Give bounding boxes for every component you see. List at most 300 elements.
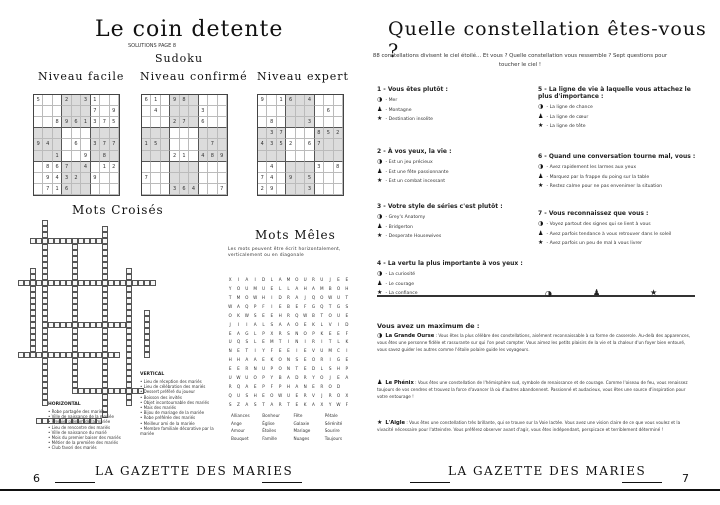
sudoku-cell[interactable]	[43, 117, 52, 128]
wordsearch-letter[interactable]: E	[262, 339, 265, 345]
sudoku-cell[interactable]	[34, 151, 43, 162]
sudoku-cell[interactable]	[296, 95, 305, 106]
sudoku-cell[interactable]	[267, 151, 276, 162]
wordsearch-letter[interactable]: E	[262, 357, 265, 363]
wordsearch-letter[interactable]: Y	[328, 402, 332, 408]
crossword-cell[interactable]	[72, 274, 78, 280]
answer-option[interactable]	[538, 230, 698, 240]
wordsearch-letter[interactable]: A	[237, 330, 240, 336]
wordsearch-letter[interactable]: N	[228, 348, 232, 354]
wordsearch-letter[interactable]: H	[286, 384, 291, 390]
wordsearch-letter[interactable]: Q	[228, 393, 232, 399]
wordsearch-letter[interactable]: U	[303, 276, 307, 282]
wordsearch-letter[interactable]: I	[287, 339, 290, 345]
wordsearch-letter[interactable]: O	[228, 312, 232, 318]
sudoku-cell[interactable]: 7	[208, 139, 217, 150]
wordsearch-letter[interactable]: P	[262, 375, 265, 381]
sudoku-cell[interactable]	[43, 95, 52, 106]
wordsearch-letter[interactable]: N	[295, 330, 299, 336]
wordsearch-letter[interactable]: T	[345, 294, 349, 300]
wordsearch-letter[interactable]: L	[253, 330, 257, 336]
sudoku-cell[interactable]	[161, 95, 170, 106]
crossword-cell[interactable]	[126, 382, 132, 388]
sudoku-cell[interactable]	[208, 162, 217, 173]
wordsearch-letter[interactable]: I	[254, 348, 256, 354]
answer-option[interactable]	[538, 173, 698, 183]
wordsearch-letter[interactable]: L	[262, 321, 265, 327]
wordsearch-letter[interactable]: U	[286, 393, 291, 399]
wordsearch-letter[interactable]: F	[303, 303, 307, 309]
sudoku-cell[interactable]	[208, 173, 217, 184]
sudoku-cell[interactable]	[151, 128, 160, 139]
wordsearch-letter[interactable]: A	[253, 357, 257, 363]
wordsearch-letter[interactable]: U	[245, 375, 249, 381]
wordsearch-letter[interactable]: O	[336, 393, 341, 399]
sudoku-cell[interactable]	[286, 128, 295, 139]
wordsearch-letter[interactable]: M	[253, 285, 257, 291]
wordsearch-letter[interactable]: U	[336, 312, 341, 318]
wordsearch-letter[interactable]: Y	[312, 375, 315, 381]
wordsearch-letter[interactable]: S	[253, 402, 257, 408]
wordsearch-letter[interactable]: M	[270, 339, 274, 345]
wordsearch-letter[interactable]: H	[278, 312, 282, 318]
sudoku-cell[interactable]: 4	[53, 173, 62, 184]
sudoku-cell[interactable]: 3	[81, 95, 90, 106]
sudoku-cell[interactable]	[324, 139, 333, 150]
sudoku-cell[interactable]	[277, 117, 286, 128]
answer-option[interactable]	[538, 113, 698, 123]
wordsearch-letter[interactable]: E	[278, 348, 282, 354]
wordsearch-letter[interactable]: R	[320, 384, 324, 390]
wordsearch-letter[interactable]: F	[262, 303, 265, 309]
sudoku-cell[interactable]	[199, 173, 208, 184]
sudoku-cell[interactable]	[34, 117, 43, 128]
sudoku-cell[interactable]: 3	[315, 162, 324, 173]
wordsearch-letter[interactable]: N	[286, 357, 291, 363]
sudoku-cell[interactable]: 7	[91, 106, 100, 117]
wordsearch-letter[interactable]: R	[320, 357, 324, 363]
wordsearch-letter[interactable]: O	[320, 294, 324, 300]
wordsearch-letter[interactable]: T	[287, 402, 290, 408]
wordsearch-letter[interactable]: J	[329, 276, 331, 282]
wordsearch-letter[interactable]: U	[228, 375, 232, 381]
sudoku-cell[interactable]	[267, 106, 276, 117]
wordsearch-letter[interactable]: S	[345, 303, 349, 309]
wordsearch-letter[interactable]: E	[337, 276, 340, 282]
sudoku-cell[interactable]: 8	[334, 162, 343, 173]
wordsearch-letter[interactable]: S	[287, 330, 290, 336]
answer-option[interactable]	[377, 115, 537, 125]
wordsearch-letter[interactable]: Q	[295, 312, 299, 318]
wordsearch-letter[interactable]: U	[261, 366, 266, 372]
sudoku-cell[interactable]	[277, 173, 286, 184]
answer-option[interactable]	[377, 106, 537, 116]
sudoku-cell[interactable]: 9	[218, 151, 227, 162]
sudoku-cell[interactable]: 2	[72, 173, 81, 184]
sudoku-cell[interactable]	[334, 95, 343, 106]
sudoku-cell[interactable]	[296, 184, 305, 195]
sudoku-cell[interactable]: 8	[53, 117, 62, 128]
wordsearch-letter[interactable]: H	[336, 366, 341, 372]
sudoku-cell[interactable]	[277, 184, 286, 195]
wordsearch-letter[interactable]: L	[278, 285, 282, 291]
crossword-cell[interactable]	[102, 232, 108, 238]
wordsearch-letter[interactable]: L	[287, 285, 290, 291]
sudoku-cell[interactable]: 5	[110, 117, 119, 128]
sudoku-cell[interactable]: 7	[315, 139, 324, 150]
wordsearch-letter[interactable]: A	[245, 276, 249, 282]
sudoku-cell[interactable]: 7	[100, 139, 109, 150]
sudoku-cell[interactable]	[286, 151, 295, 162]
wordsearch-letter[interactable]: I	[337, 321, 340, 327]
wordsearch-letter[interactable]: E	[303, 366, 307, 372]
wordsearch-letter[interactable]: J	[329, 375, 331, 381]
sudoku-cell[interactable]: 3	[91, 117, 100, 128]
wordsearch-letter[interactable]: H	[236, 357, 241, 363]
sudoku-cell[interactable]	[142, 184, 151, 195]
wordsearch-letter[interactable]: E	[253, 384, 257, 390]
answer-option[interactable]	[377, 280, 537, 290]
sudoku-cell[interactable]	[34, 173, 43, 184]
crossword-cell[interactable]	[42, 346, 48, 352]
sudoku-cell[interactable]	[110, 184, 119, 195]
wordsearch-letter[interactable]: A	[287, 375, 290, 381]
wordsearch-letter[interactable]: D	[278, 294, 282, 300]
sudoku-cell[interactable]	[151, 173, 160, 184]
sudoku-cell[interactable]	[334, 151, 343, 162]
crossword-cell[interactable]	[30, 346, 36, 352]
wordsearch-letter[interactable]: L	[320, 321, 323, 327]
sudoku-cell[interactable]	[199, 128, 208, 139]
wordsearch-letter[interactable]: R	[278, 330, 282, 336]
crossword-cell[interactable]	[30, 274, 36, 280]
wordsearch-letter[interactable]: F	[270, 348, 274, 354]
sudoku-cell[interactable]	[110, 128, 119, 139]
sudoku-cell[interactable]	[53, 139, 62, 150]
wordsearch-letter[interactable]: X	[228, 276, 232, 282]
crossword-cell[interactable]	[126, 316, 132, 322]
wordsearch-letter[interactable]: E	[270, 312, 274, 318]
sudoku-cell[interactable]	[324, 184, 333, 195]
wordsearch-letter[interactable]: Q	[245, 303, 249, 309]
wordsearch-letter[interactable]: L	[270, 276, 273, 282]
wordsearch-letter[interactable]: U	[320, 348, 324, 354]
sudoku-cell[interactable]: 2	[170, 151, 179, 162]
sudoku-cell[interactable]	[277, 151, 286, 162]
wordsearch-letter[interactable]: P	[270, 366, 274, 372]
sudoku-cell[interactable]: 9	[267, 184, 276, 195]
sudoku-cell[interactable]	[43, 106, 52, 117]
crossword-cell[interactable]	[102, 382, 108, 388]
sudoku-cell[interactable]	[189, 151, 198, 162]
wordsearch-letter[interactable]: T	[278, 339, 282, 345]
wordsearch-letter[interactable]: K	[303, 402, 307, 408]
wordsearch-letter[interactable]: O	[328, 312, 332, 318]
crossword-cell[interactable]	[126, 274, 132, 280]
wordsearch-letter[interactable]: N	[295, 339, 299, 345]
sudoku-cell[interactable]	[53, 128, 62, 139]
sudoku-cell[interactable]: 4	[267, 162, 276, 173]
sudoku-cell[interactable]	[258, 162, 267, 173]
wordsearch-letter[interactable]: T	[228, 294, 232, 300]
sudoku-cell[interactable]	[296, 117, 305, 128]
crossword-cell[interactable]	[102, 316, 108, 322]
wordsearch-letter[interactable]: W	[336, 402, 341, 408]
sudoku-cell[interactable]	[170, 162, 179, 173]
wordsearch-letter[interactable]: T	[328, 303, 332, 309]
sudoku-cell[interactable]	[100, 173, 109, 184]
crossword-cell[interactable]	[72, 382, 78, 388]
wordsearch-letter[interactable]: W	[253, 294, 258, 300]
wordsearch-letter[interactable]: A	[270, 402, 274, 408]
sudoku-cell[interactable]	[189, 173, 198, 184]
sudoku-cell[interactable]	[305, 162, 314, 173]
wordsearch-letter[interactable]: I	[296, 348, 298, 354]
sudoku-cell[interactable]: 1	[180, 151, 189, 162]
answer-option[interactable]	[538, 122, 698, 132]
wordsearch-letter[interactable]: Q	[236, 339, 241, 345]
wordsearch-letter[interactable]: U	[336, 294, 341, 300]
sudoku-cell[interactable]: 6	[72, 139, 81, 150]
sudoku-cell[interactable]	[334, 106, 343, 117]
sudoku-cell[interactable]	[43, 151, 52, 162]
wordsearch-letter[interactable]: Q	[311, 294, 316, 300]
sudoku-confirmed[interactable]	[141, 94, 228, 196]
wordsearch-letter[interactable]: J	[321, 393, 323, 399]
sudoku-cell[interactable]: 1	[151, 95, 160, 106]
wordsearch-letter[interactable]: O	[278, 366, 282, 372]
sudoku-cell[interactable]	[180, 128, 189, 139]
sudoku-cell[interactable]: 6	[305, 139, 314, 150]
wordsearch-letter[interactable]: X	[320, 402, 324, 408]
sudoku-cell[interactable]: 7	[218, 184, 227, 195]
sudoku-cell[interactable]: 7	[277, 128, 286, 139]
wordsearch-letter[interactable]: T	[262, 402, 265, 408]
sudoku-cell[interactable]	[199, 162, 208, 173]
wordsearch-letter[interactable]: A	[245, 357, 249, 363]
wordsearch-letter[interactable]: K	[312, 321, 315, 327]
wordsearch-letter[interactable]: P	[278, 384, 282, 390]
wordsearch-letter[interactable]: X	[345, 393, 349, 399]
wordsearch-letter[interactable]: S	[253, 312, 257, 318]
wordsearch-letter[interactable]: C	[337, 348, 340, 354]
wordsearch-letter[interactable]: B	[278, 375, 282, 381]
sudoku-cell[interactable]	[324, 117, 333, 128]
wordsearch-letter[interactable]: H	[261, 294, 266, 300]
wordsearch-letter[interactable]: E	[237, 348, 240, 354]
crossword-cell[interactable]	[150, 280, 156, 286]
wordsearch-letter[interactable]: T	[295, 366, 299, 372]
sudoku-cell[interactable]	[34, 128, 43, 139]
answer-option[interactable]	[377, 168, 537, 178]
sudoku-cell[interactable]: 9	[34, 139, 43, 150]
wordsearch-letter[interactable]: Y	[228, 285, 232, 291]
wordsearch-letter[interactable]: D	[311, 366, 316, 372]
sudoku-cell[interactable]: 7	[142, 173, 151, 184]
sudoku-cell[interactable]	[218, 162, 227, 173]
sudoku-cell[interactable]	[315, 173, 324, 184]
sudoku-cell[interactable]	[91, 151, 100, 162]
wordsearch-letter[interactable]: H	[303, 285, 307, 291]
wordsearch-letter[interactable]	[343, 382, 351, 391]
wordsearch-letter[interactable]: R	[312, 339, 315, 345]
wordsearch-letter[interactable]: I	[304, 339, 306, 345]
wordsearch-letter[interactable]: E	[303, 357, 307, 363]
wordsearch-letter[interactable]: O	[320, 375, 324, 381]
sudoku-cell[interactable]	[100, 95, 109, 106]
sudoku-cell[interactable]: 3	[267, 139, 276, 150]
wordsearch-letter[interactable]: F	[345, 402, 349, 408]
wordsearch-letter[interactable]: E	[328, 330, 332, 336]
sudoku-easy[interactable]	[33, 94, 120, 196]
answer-option[interactable]	[538, 220, 698, 230]
wordsearch-letter[interactable]: I	[346, 348, 348, 354]
sudoku-cell[interactable]	[218, 95, 227, 106]
wordsearch-letter[interactable]: E	[237, 366, 240, 372]
sudoku-cell[interactable]	[286, 184, 295, 195]
wordsearch-letter[interactable]: O	[311, 357, 316, 363]
wordsearch-letter[interactable]: T	[328, 339, 332, 345]
sudoku-cell[interactable]	[151, 184, 160, 195]
wordsearch-letter[interactable]: A	[245, 384, 249, 390]
wordsearch-letter[interactable]: U	[245, 285, 249, 291]
sudoku-cell[interactable]	[180, 139, 189, 150]
sudoku-cell[interactable]	[161, 128, 170, 139]
sudoku-cell[interactable]	[218, 173, 227, 184]
wordsearch-letter[interactable]: L	[320, 366, 323, 372]
sudoku-cell[interactable]	[91, 128, 100, 139]
sudoku-cell[interactable]	[286, 106, 295, 117]
wordsearch-letter[interactable]: U	[228, 339, 232, 345]
wordsearch-letter[interactable]: T	[320, 312, 324, 318]
sudoku-cell[interactable]	[286, 117, 295, 128]
sudoku-cell[interactable]	[189, 117, 198, 128]
wordsearch-letter[interactable]: O	[236, 285, 241, 291]
sudoku-cell[interactable]: 1	[81, 117, 90, 128]
sudoku-cell[interactable]	[53, 95, 62, 106]
sudoku-cell[interactable]: 2	[62, 95, 71, 106]
sudoku-cell[interactable]: 6	[142, 95, 151, 106]
sudoku-cell[interactable]: 6	[199, 117, 208, 128]
sudoku-cell[interactable]	[100, 184, 109, 195]
sudoku-cell[interactable]: 9	[81, 151, 90, 162]
sudoku-cell[interactable]: 6	[324, 106, 333, 117]
sudoku-cell[interactable]	[151, 117, 160, 128]
sudoku-cell[interactable]	[258, 151, 267, 162]
sudoku-cell[interactable]	[189, 162, 198, 173]
crossword-cell[interactable]	[102, 346, 108, 352]
sudoku-cell[interactable]	[305, 128, 314, 139]
sudoku-cell[interactable]	[81, 128, 90, 139]
wordsearch-letter[interactable]: R	[312, 276, 315, 282]
wordsearch-letter[interactable]: O	[328, 384, 332, 390]
sudoku-cell[interactable]	[258, 117, 267, 128]
sudoku-cell[interactable]	[324, 95, 333, 106]
sudoku-cell[interactable]	[34, 162, 43, 173]
wordsearch-letter[interactable]: E	[345, 357, 349, 363]
wordsearch-letter[interactable]: L	[253, 339, 257, 345]
sudoku-cell[interactable]: 2	[258, 184, 267, 195]
wordsearch-letter[interactable]: I	[237, 276, 240, 282]
wordsearch-letter[interactable]: O	[295, 321, 299, 327]
wordsearch-letter[interactable]: E	[295, 402, 299, 408]
sudoku-cell[interactable]: 5	[151, 139, 160, 150]
wordsearch-letter[interactable]: K	[237, 312, 240, 318]
sudoku-cell[interactable]	[315, 95, 324, 106]
wordsearch-letter[interactable]: A	[278, 276, 282, 282]
sudoku-cell[interactable]: 8	[315, 128, 324, 139]
sudoku-cell[interactable]	[81, 139, 90, 150]
sudoku-cell[interactable]	[110, 151, 119, 162]
wordsearch-letter[interactable]: R	[328, 393, 332, 399]
wordsearch-letter[interactable]: N	[286, 366, 291, 372]
wordsearch-letter[interactable]: I	[254, 276, 256, 282]
sudoku-cell[interactable]	[142, 106, 151, 117]
wordsearch-letter[interactable]: S	[245, 393, 249, 399]
sudoku-cell[interactable]	[180, 173, 189, 184]
sudoku-cell[interactable]	[81, 173, 90, 184]
sudoku-cell[interactable]	[151, 151, 160, 162]
wordsearch-letter[interactable]: E	[287, 348, 290, 354]
sudoku-cell[interactable]	[277, 106, 286, 117]
sudoku-cell[interactable]	[62, 128, 71, 139]
sudoku-cell[interactable]	[218, 128, 227, 139]
wordsearch-letter[interactable]: E	[295, 393, 299, 399]
sudoku-cell[interactable]: 2	[170, 117, 179, 128]
wordsearch-letter[interactable]: H	[345, 285, 349, 291]
sudoku-cell[interactable]: 5	[305, 173, 314, 184]
sudoku-expert[interactable]	[257, 94, 344, 196]
sudoku-cell[interactable]: 1	[53, 184, 62, 195]
wordsearch-letter[interactable]: A	[295, 285, 299, 291]
sudoku-cell[interactable]	[72, 106, 81, 117]
sudoku-cell[interactable]	[208, 184, 217, 195]
wordsearch-letter[interactable]: E	[278, 303, 282, 309]
wordsearch-letter[interactable]: U	[261, 285, 266, 291]
sudoku-cell[interactable]	[100, 106, 109, 117]
wordsearch-letter[interactable]: M	[320, 285, 324, 291]
sudoku-cell[interactable]	[142, 128, 151, 139]
wordsearch-letter[interactable]: Q	[236, 384, 241, 390]
wordsearch-letter[interactable]: W	[244, 312, 249, 318]
wordsearch-letter[interactable]: S	[295, 357, 299, 363]
wordsearch-letter[interactable]: G	[311, 303, 316, 309]
answer-option[interactable]	[377, 213, 537, 223]
wordsearch-letter[interactable]: O	[270, 393, 274, 399]
wordsearch-letter[interactable]: A	[295, 294, 299, 300]
sudoku-cell[interactable]: 3	[62, 173, 71, 184]
sudoku-cell[interactable]	[161, 106, 170, 117]
sudoku-cell[interactable]	[170, 128, 179, 139]
wordsearch-letter[interactable]: R	[245, 366, 249, 372]
wordsearch-letter[interactable]: A	[237, 303, 240, 309]
wordsearch-letter[interactable]: T	[245, 348, 249, 354]
sudoku-cell[interactable]	[91, 184, 100, 195]
sudoku-cell[interactable]	[62, 151, 71, 162]
sudoku-cell[interactable]	[91, 162, 100, 173]
sudoku-cell[interactable]: 9	[62, 117, 71, 128]
sudoku-cell[interactable]	[258, 106, 267, 117]
wordsearch-letter[interactable]: E	[228, 330, 232, 336]
sudoku-cell[interactable]	[208, 128, 217, 139]
wordsearch-letter[interactable]: D	[295, 375, 299, 381]
wordsearch-letter[interactable]: W	[328, 294, 333, 300]
sudoku-cell[interactable]	[110, 95, 119, 106]
sudoku-cell[interactable]	[296, 128, 305, 139]
wordsearch-letter[interactable]: R	[278, 402, 282, 408]
wordsearch-letter[interactable]: O	[245, 294, 249, 300]
sudoku-cell[interactable]: 3	[170, 184, 179, 195]
